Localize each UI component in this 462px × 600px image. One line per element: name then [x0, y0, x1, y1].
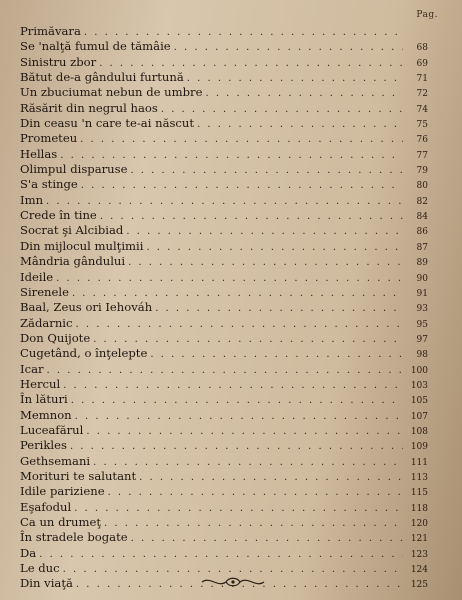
page-column-label: Pag.	[416, 10, 438, 20]
toc-entry-page: 84	[416, 212, 428, 223]
toc-entry-title: Hellas	[20, 146, 58, 161]
toc-entry-title: Hercul	[20, 376, 61, 391]
toc-entry-title: Ca un drumeţ	[20, 515, 102, 529]
toc-entry-title: În lături	[20, 392, 68, 407]
toc-entry-page: 79	[416, 166, 428, 177]
toc-entry-page: 77	[416, 150, 428, 161]
dot-leader	[108, 485, 403, 500]
toc-entry-title: Memnon	[20, 407, 72, 422]
toc-entry-title: Gethsemani	[20, 453, 91, 468]
toc-entry	[20, 346, 428, 361]
toc-entry	[20, 270, 428, 285]
dot-leader	[72, 286, 403, 301]
toc-entry-page: 86	[416, 227, 428, 238]
toc-entry	[20, 331, 428, 346]
toc-entry-page: 111	[410, 457, 428, 468]
dot-leader	[155, 301, 403, 316]
dot-leader	[63, 378, 403, 393]
toc-entry	[20, 39, 428, 54]
dot-leader	[100, 209, 403, 224]
toc-entry-page: 91	[416, 288, 428, 299]
dot-leader	[74, 501, 403, 516]
dot-leader	[146, 240, 403, 255]
toc-entry-page: 121	[410, 534, 428, 545]
toc-entry-title: Sirenele	[20, 284, 69, 299]
toc-entry-page: 108	[410, 426, 428, 437]
toc-entry-title: Răsărit din negrul haos	[20, 100, 158, 115]
dot-leader	[76, 317, 403, 332]
dot-leader	[70, 439, 403, 454]
toc-entry	[20, 24, 428, 39]
toc-entry	[20, 254, 428, 269]
toc-entry	[20, 55, 428, 70]
toc-entry-title: Idile pariziene	[20, 484, 105, 499]
dot-leader	[81, 178, 403, 193]
toc-entry-title: Le duc	[20, 561, 60, 576]
toc-entry	[20, 392, 428, 407]
toc-entry	[20, 239, 428, 254]
toc-entry-title: Sinistru zbor	[20, 54, 97, 69]
toc-entry	[20, 285, 428, 300]
toc-entry-title: Din mijlocul mulţimii	[20, 238, 144, 253]
toc-entry-page: 75	[416, 120, 428, 131]
toc-entry	[20, 530, 428, 545]
toc-entry-title: Din viaţă	[20, 576, 73, 591]
dot-leader	[93, 455, 403, 470]
toc-entry-title: Bătut de-a gândului furtună	[20, 70, 184, 85]
toc-entry	[20, 300, 428, 315]
toc-entry-title: Prometeu	[20, 131, 78, 146]
toc-entry-page: 115	[410, 488, 428, 499]
toc-entry-page: 100	[410, 365, 428, 376]
toc-entry-page: 124	[410, 565, 428, 576]
dot-leader	[99, 56, 403, 71]
dot-leader	[86, 424, 403, 439]
toc-entry-title: Cugetând, o înţelepte	[20, 346, 148, 361]
dot-leader	[104, 516, 403, 531]
dot-leader	[187, 71, 403, 86]
toc-entry	[20, 162, 428, 177]
toc-entry-page: 103	[410, 380, 428, 391]
toc-entry	[20, 484, 428, 499]
toc-entry-page: 120	[410, 519, 428, 529]
toc-entry	[20, 223, 428, 238]
toc-entry	[20, 515, 428, 530]
toc-entry-title: Crede în tine	[20, 208, 97, 223]
toc-entry-page: 97	[416, 334, 428, 345]
toc-entry-page: 90	[416, 273, 428, 284]
dot-leader	[174, 40, 403, 55]
toc-entry-title: Socrat şi Alcibiad	[20, 223, 124, 238]
toc-entry-title: Imn	[20, 192, 44, 207]
toc-entry-page: 76	[416, 135, 428, 146]
toc-entry-page: 68	[416, 43, 428, 54]
toc-entry-page: 71	[416, 74, 428, 85]
dot-leader	[46, 194, 403, 209]
toc-entry	[20, 408, 428, 423]
toc-entry	[20, 377, 428, 392]
toc-entry	[20, 85, 428, 100]
toc-entry	[20, 177, 428, 192]
toc-entry-page: 95	[416, 319, 428, 330]
dot-leader	[56, 271, 403, 286]
toc-entry-title: Din ceasu 'n care te-ai născut	[20, 116, 195, 131]
toc-entry-title: Don Quijote	[20, 330, 91, 345]
toc-entry-page: 69	[416, 58, 428, 69]
toc-entry-page: 74	[416, 104, 428, 115]
toc-entry	[20, 131, 428, 146]
toc-entry-page: 87	[416, 242, 428, 253]
dot-leader	[126, 224, 403, 239]
toc-entry-title: Baal, Zeus ori Iehováh	[20, 300, 153, 315]
toc-entry-title: Ideile	[20, 269, 54, 284]
dot-leader	[47, 363, 403, 378]
toc-entry-page: 105	[410, 396, 428, 407]
toc-entry	[20, 101, 428, 116]
toc-entry-title: Se 'nalţă fumul de tămâie	[20, 39, 171, 54]
toc-entry-page: 109	[410, 442, 428, 453]
dot-leader	[205, 86, 403, 101]
toc-entry-title: Mândria gândului	[20, 254, 126, 269]
toc-entry	[20, 438, 428, 453]
toc-entry-page: 125	[410, 580, 428, 591]
toc-entry-title: În stradele bogate	[20, 530, 128, 545]
toc-entry	[20, 116, 428, 131]
toc-entry-title: Icar	[20, 361, 44, 376]
toc-entry	[20, 208, 428, 223]
dot-leader	[60, 148, 403, 163]
toc-entry-page: 89	[416, 258, 428, 269]
toc-entry-page: 113	[410, 472, 428, 483]
toc-entry-page: 72	[416, 89, 428, 100]
toc-entry	[20, 362, 428, 377]
toc-entry-title: Zădarnic	[20, 315, 73, 330]
toc-entry-title: Eşafodul	[20, 499, 72, 514]
dot-leader	[130, 163, 403, 178]
toc-entry-page: 123	[410, 549, 428, 560]
ornament-icon	[200, 574, 266, 590]
toc-entry	[20, 147, 428, 162]
dot-leader	[93, 332, 403, 347]
dot-leader	[139, 470, 403, 485]
toc-entry-title: Olimpul disparuse	[20, 162, 128, 177]
toc-entry-title: Morituri te salutant	[20, 468, 137, 483]
toc-entry	[20, 500, 428, 515]
dot-leader	[197, 117, 403, 132]
dot-leader	[150, 347, 403, 362]
dot-leader	[39, 547, 403, 562]
toc-entry	[20, 193, 428, 208]
toc-entry-title: Primăvara	[20, 24, 81, 38]
toc-entry	[20, 316, 428, 331]
toc-entry-title: Un zbuciumat nebun de umbre	[20, 85, 203, 100]
toc-entry-page: 82	[416, 196, 428, 207]
toc-entry	[20, 70, 428, 85]
dot-leader	[75, 409, 403, 424]
dot-leader	[84, 25, 403, 40]
toc-entry	[20, 469, 428, 484]
toc-entry-page: 80	[416, 181, 428, 192]
toc-entry-title: S'a stinge	[20, 177, 78, 192]
dot-leader	[128, 255, 403, 270]
dot-leader	[131, 531, 403, 546]
toc-entry-page: 93	[416, 304, 428, 315]
dot-leader	[71, 393, 403, 408]
toc-entry-title: Da	[20, 545, 37, 560]
toc-entry-page: 98	[416, 350, 428, 361]
toc-entry-page: 118	[410, 503, 428, 514]
dot-leader	[161, 102, 403, 117]
toc-entry	[20, 423, 428, 438]
toc-entry-page: 107	[410, 411, 428, 422]
dot-leader	[80, 132, 403, 147]
toc-entry-title: Perikles	[20, 438, 67, 453]
toc-entry	[20, 546, 428, 561]
toc-entry	[20, 454, 428, 469]
toc-entry-title: Luceafărul	[20, 422, 84, 437]
table-of-contents	[20, 24, 428, 592]
